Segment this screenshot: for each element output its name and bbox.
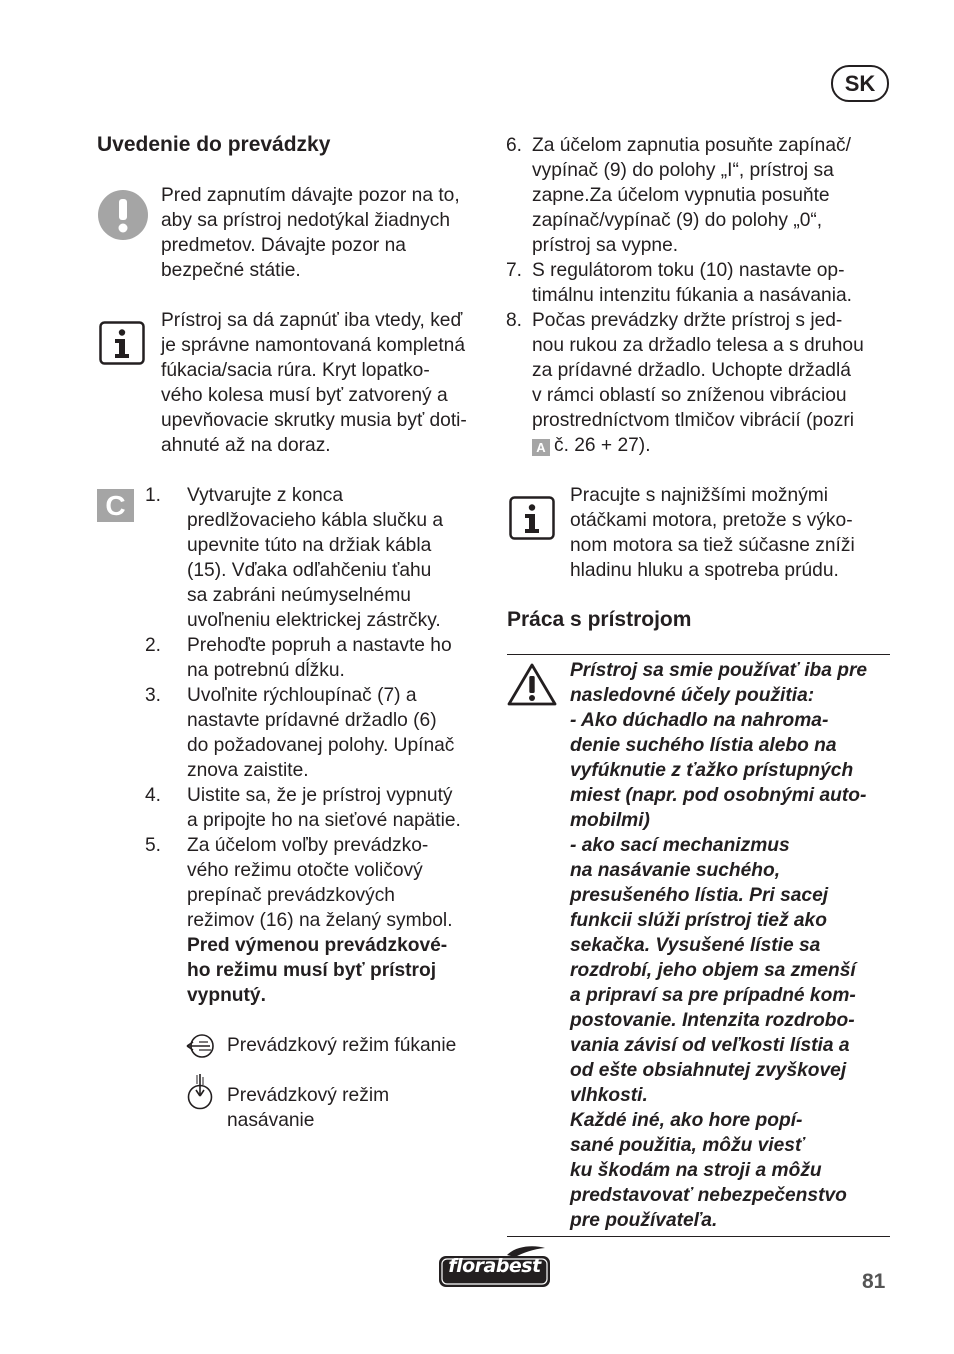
- mode-blow-label: Prevádzkový režim fúkanie: [227, 1035, 457, 1056]
- info-note-assembly: Prístroj sa dá zapnúť iba vtedy, keď je správne namontovaná kompletná fúkacia/sacia rúra. Kryt lopatko- vého kolesa musí byť zatvorený a upevňovacie skrutky musia byť doti- ahnuté až na doraz.: [161, 310, 467, 456]
- brand-name: florabest: [448, 1255, 541, 1277]
- warning-note: Pred zapnutím dávajte pozor na to, aby sa prístroj nedotýkal žiadnych predmetov. Dávajte pozor na bezpečné státie.: [161, 185, 460, 281]
- exclamation-icon: [98, 190, 148, 240]
- caution-rule-top: [507, 654, 890, 655]
- mode-suck-label: Prevádzkový režim nasávanie: [227, 1085, 390, 1131]
- blow-mode-icon: [186, 1033, 218, 1059]
- suction-mode-icon: [186, 1073, 216, 1111]
- warning-triangle-icon: [507, 662, 557, 706]
- language-badge: SK: [831, 65, 889, 102]
- figure-ref-badge-a: A: [532, 439, 550, 456]
- caution-text: Prístroj sa smie používať iba pre nasledovné účely použitia: - Ako dúchadlo na nahroma- denie suchého lístia alebo na vyfúknutie z ťažko prístupných miest (napr. pod osobnými auto- mobilmi) - ako sací mechanizmus na nasávanie suchého, presušeného lístia. Pri sacej funkcii slúži prístroj tiež ako sekačka. Vysušené lístie sa rozdrobí, jeho objem sa zmenší a pripraví sa pre prípadné kom- postovanie. Intenzita rozdrobo- vania závisí od veľkosti lístia a od ešte obsiahnutej zvyškovej vlhkosti. Každé iné, ako hore popí- sané použitia, môžu viesť ku škodám na stroji a môžu predstavovať nebezpečenstvo pre používateľa.: [570, 660, 868, 1231]
- info-icon: [509, 496, 555, 540]
- section-title-startup: Uvedenie do prevádzky: [97, 133, 331, 156]
- figure-badge-c: C: [97, 489, 134, 522]
- info-note-speed: Pracujte s najnižšími možnými otáčkami motora, pretože s výko- nom motora sa tiež súčasne zníži hladinu hluku a spotreba prúdu.: [570, 485, 855, 581]
- section-title-working: Práca s prístrojom: [507, 608, 692, 631]
- caution-rule-bottom: [507, 1236, 890, 1237]
- page-number: 81: [862, 1270, 886, 1293]
- info-icon: [99, 321, 145, 365]
